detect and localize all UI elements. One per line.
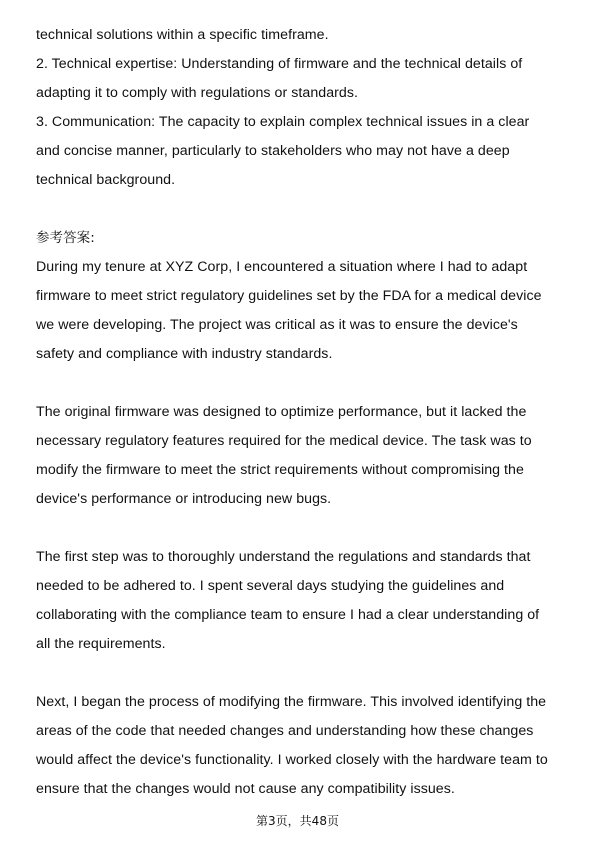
text-line: necessary regulatory features required for the medical device. The task was to	[36, 433, 532, 449]
answer-heading: 参考答案:	[36, 230, 95, 246]
paragraph-gap	[36, 195, 566, 224]
text-line: The original firmware was designed to optimize performance, but it lacked the	[36, 404, 527, 420]
text-line: During my tenure at XYZ Corp, I encountered a situation where I had to adapt	[36, 259, 528, 275]
document-page	[36, 21, 566, 804]
text-line: we were developing. The project was critical as it was to ensure the device's	[36, 317, 518, 333]
text-line: The first step was to thoroughly understand the regulations and standards that	[36, 549, 531, 565]
text-line: 2. Technical expertise: Understanding of firmware and the technical details of	[36, 56, 523, 72]
text-line: adapting it to comply with regulations or standards.	[36, 85, 358, 101]
criteria-list	[36, 21, 566, 195]
answer-paragraph	[36, 688, 566, 804]
text-line: needed to be adhered to. I spent several days studying the guidelines and	[36, 578, 505, 594]
text-line: Next, I began the process of modifying the firmware. This involved identifying the	[36, 694, 547, 710]
text-line: 3. Communication: The capacity to explain complex technical issues in a clear	[36, 114, 530, 130]
text-line: device's performance or introducing new bugs.	[36, 491, 332, 507]
paragraph-gap	[36, 369, 566, 398]
answer-paragraph	[36, 253, 566, 369]
text-line: collaborating with the compliance team to ensure I had a clear understanding of	[36, 607, 540, 623]
text-line: safety and compliance with industry standards.	[36, 346, 333, 362]
page-number: 第3页，共48页	[256, 814, 339, 828]
answer-paragraph	[36, 398, 566, 514]
paragraph-gap	[36, 514, 566, 543]
text-line: firmware to meet strict regulatory guidelines set by the FDA for a medical device	[36, 288, 542, 304]
text-line: would affect the device's functionality. I worked closely with the hardware team to	[36, 752, 548, 768]
answer-paragraph	[36, 543, 566, 659]
text-line: areas of the code that needed changes and understanding how these changes	[36, 723, 534, 739]
text-line: technical background.	[36, 172, 176, 188]
paragraph-gap	[36, 659, 566, 688]
text-line: technical solutions within a specific timeframe.	[36, 27, 329, 43]
text-line: and concise manner, particularly to stakeholders who may not have a deep	[36, 143, 510, 159]
text-line: modify the firmware to meet the strict requirements without compromising the	[36, 462, 524, 478]
text-line: all the requirements.	[36, 636, 166, 652]
text-line: ensure that the changes would not cause any compatibility issues.	[36, 781, 455, 797]
